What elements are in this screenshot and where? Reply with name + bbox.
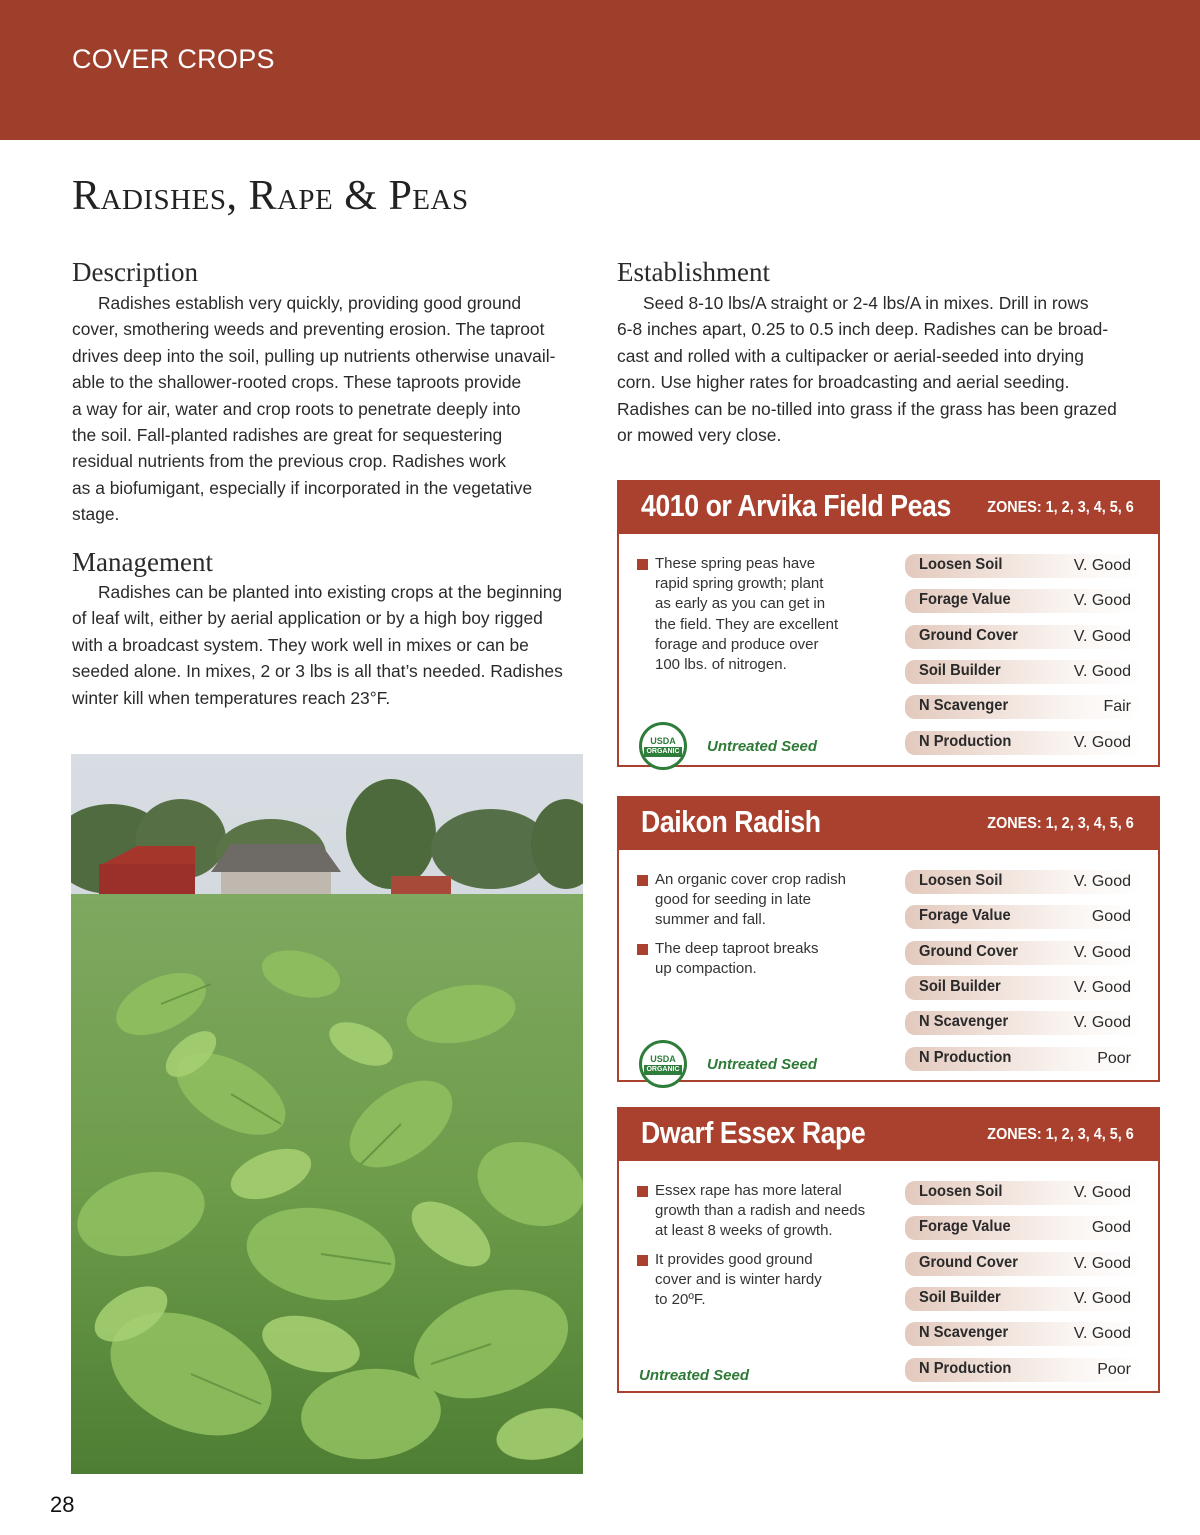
bullet-item	[637, 939, 877, 979]
bullet-line: The deep taproot breaks	[655, 939, 819, 957]
rating-value: Fair	[1103, 698, 1131, 716]
rating-row	[905, 1216, 1143, 1240]
card-zones: ZONES: 1, 2, 3, 4, 5, 6	[987, 815, 1134, 832]
rating-label: N Production	[919, 1359, 1012, 1377]
rating-row	[905, 554, 1143, 578]
body-line: Radishes can be no-tilled into grass if the grass has been grazed	[617, 398, 1117, 419]
rating-label: Loosen Soil	[919, 872, 1003, 889]
usda-seal-bottom: ORGANIC	[646, 1065, 680, 1073]
bullet-line: rapid spring growth; plant	[655, 575, 824, 593]
bullet-line: summer and fall.	[655, 911, 766, 929]
header-banner	[0, 0, 1200, 140]
body-line: drives deep into the soil, pulling up nutrients otherwise unavail-	[72, 345, 556, 366]
bullet-square-icon	[637, 1255, 648, 1266]
body-line: seeded alone. In mixes, 2 or 3 lbs is all that’s needed. Radishes	[72, 661, 563, 682]
rating-row	[905, 660, 1143, 684]
bullet-item	[637, 1181, 877, 1242]
rating-row	[905, 905, 1143, 929]
bullet-square-icon	[637, 559, 648, 570]
rating-row	[905, 695, 1143, 719]
product-card-daikon-radish	[617, 796, 1160, 1082]
rating-label: Loosen Soil	[919, 1183, 1003, 1200]
bullet-item	[637, 554, 877, 675]
rating-row	[905, 1358, 1143, 1382]
bullet-line: good for seeding in late	[655, 891, 811, 909]
body-line: or mowed very close.	[617, 425, 782, 446]
body-line: cover, smothering weeds and preventing erosion. The taproot	[72, 319, 545, 340]
rating-value: V. Good	[1073, 978, 1131, 996]
body-line: Seed 8-10 lbs/A straight or 2-4 lbs/A in mixes. Drill in rows	[643, 293, 1089, 313]
rating-value: V. Good	[1073, 592, 1131, 610]
bullet-line: 100 lbs. of nitrogen.	[655, 656, 787, 674]
body-line: the soil. Fall-planted radishes are great for sequestering	[72, 425, 503, 446]
bullet-line: the field. They are excellent	[655, 615, 839, 633]
rating-value: V. Good	[1073, 733, 1131, 751]
section-label: COVER CROPS	[72, 44, 275, 74]
rating-row	[905, 589, 1143, 613]
rating-value: V. Good	[1073, 1289, 1131, 1307]
rating-row	[905, 1287, 1143, 1311]
body-line: as a biofumigant, especially if incorporated in the vegetative	[72, 477, 533, 498]
rating-row	[905, 1322, 1143, 1346]
bullet-line: Essex rape has more lateral	[655, 1182, 842, 1199]
rating-label: N Scavenger	[919, 697, 1009, 715]
rating-label: N Scavenger	[919, 1324, 1009, 1342]
rating-label: Soil Builder	[919, 1288, 1001, 1306]
description-body	[72, 290, 592, 528]
card-zones: ZONES: 1, 2, 3, 4, 5, 6	[987, 499, 1134, 516]
product-card-field-peas	[617, 480, 1160, 767]
rating-label: Soil Builder	[919, 661, 1001, 679]
management-heading: Management	[72, 547, 213, 577]
usda-organic-seal	[639, 722, 687, 770]
body-line: corn. Use higher rates for broadcasting and aerial seeding.	[617, 372, 1070, 393]
bullet-line: growth than a radish and needs	[655, 1202, 866, 1220]
rating-row	[905, 731, 1143, 755]
rating-value: V. Good	[1073, 1184, 1131, 1201]
body-line: a way for air, water and crop roots to penetrate deeply into	[72, 398, 521, 419]
rating-row	[905, 941, 1143, 965]
rating-label: Soil Builder	[919, 977, 1001, 995]
card-header	[619, 1109, 1158, 1161]
card-title: Daikon Radish	[641, 804, 821, 839]
rating-value: V. Good	[1073, 873, 1131, 890]
product-card-dwarf-essex-rape	[617, 1107, 1160, 1393]
rating-row	[905, 870, 1143, 894]
bullet-line: to 20ºF.	[655, 1291, 706, 1309]
bullet-square-icon	[637, 875, 648, 886]
establishment-heading: Establishment	[617, 257, 770, 287]
usda-seal-bottom: ORGANIC	[646, 747, 680, 755]
rating-value: Good	[1091, 1219, 1131, 1237]
bullet-line: An organic cover crop radish	[655, 871, 846, 888]
rating-value: Poor	[1097, 1049, 1131, 1067]
description-heading: Description	[72, 257, 198, 287]
bullet-line: forage and produce over	[655, 635, 819, 653]
usda-organic-seal	[639, 1040, 687, 1088]
bullet-line: up compaction.	[655, 959, 757, 977]
rating-row	[905, 1047, 1143, 1071]
body-line: with a broadcast system. They work well in mixes or can be	[72, 634, 529, 655]
untreated-seed-label: Untreated Seed	[639, 1367, 750, 1384]
rating-label: Ground Cover	[919, 942, 1018, 960]
body-line: residual nutrients from the previous crop. Radishes work	[72, 451, 506, 472]
bullet-line: These spring peas have	[655, 555, 816, 572]
rating-row	[905, 1252, 1143, 1276]
body-line: Radishes can be planted into existing crops at the beginning	[98, 582, 563, 602]
card-header	[619, 798, 1158, 850]
bullet-square-icon	[637, 1186, 648, 1197]
rating-value: V. Good	[1073, 627, 1131, 645]
rating-label: Loosen Soil	[919, 556, 1003, 573]
body-line: Radishes establish very quickly, providing good ground	[98, 293, 522, 313]
rating-value: Poor	[1097, 1360, 1131, 1378]
page-number: 28	[50, 1492, 75, 1517]
rating-value: V. Good	[1073, 1014, 1131, 1032]
rating-value: V. Good	[1073, 662, 1131, 680]
rating-label: Forage Value	[919, 1218, 1011, 1236]
usda-seal-top: USDA	[650, 735, 676, 746]
body-line: of leaf wilt, either by aerial application or by a high boy rigged	[72, 608, 543, 629]
bullet-item	[637, 1250, 877, 1311]
body-line: 6-8 inches apart, 0.25 to 0.5 inch deep. Radishes can be broad-	[617, 319, 1109, 340]
seed-note-row	[639, 1367, 749, 1384]
body-line: winter kill when temperatures reach 23°F.	[72, 687, 391, 708]
rating-label: Forage Value	[919, 907, 1011, 925]
seed-note-row	[639, 1040, 817, 1088]
usda-seal-top: USDA	[650, 1053, 676, 1064]
card-title: 4010 or Arvika Field Peas	[641, 488, 951, 523]
card-zones: ZONES: 1, 2, 3, 4, 5, 6	[987, 1126, 1134, 1143]
bullet-line: cover and is winter hardy	[655, 1270, 822, 1288]
rating-value: V. Good	[1073, 1325, 1131, 1343]
rating-row	[905, 976, 1143, 1000]
page-title: Radishes, Rape & Peas	[72, 173, 469, 219]
card-bullets	[637, 554, 877, 683]
rating-label: N Production	[919, 1048, 1012, 1066]
card-bullets	[637, 1181, 877, 1318]
rating-label: N Scavenger	[919, 1013, 1009, 1031]
body-line: cast and rolled with a cultipacker or aerial-seeded into drying	[617, 345, 1084, 366]
untreated-seed-label: Untreated Seed	[707, 1055, 818, 1073]
seed-note-row	[639, 722, 817, 770]
bullet-line: It provides good ground	[655, 1250, 813, 1268]
bullet-line: as early as you can get in	[655, 595, 826, 613]
rating-label: Ground Cover	[919, 626, 1018, 644]
body-line: able to the shallower-rooted crops. These taproots provide	[72, 372, 522, 393]
untreated-seed-label: Untreated Seed	[707, 737, 818, 755]
body-line: stage.	[72, 504, 120, 525]
bullet-item	[637, 870, 877, 931]
bullet-square-icon	[637, 944, 648, 955]
bullet-line: at least 8 weeks of growth.	[655, 1222, 833, 1240]
rating-label: Forage Value	[919, 591, 1011, 609]
rating-value: Good	[1091, 908, 1131, 926]
rating-label: Ground Cover	[919, 1253, 1018, 1271]
establishment-body	[617, 290, 1157, 448]
rating-label: N Production	[919, 732, 1012, 750]
rating-value: V. Good	[1073, 1254, 1131, 1272]
rating-value: V. Good	[1073, 943, 1131, 961]
rating-row	[905, 1011, 1143, 1035]
rating-row	[905, 625, 1143, 649]
management-body	[72, 579, 592, 711]
rating-row	[905, 1181, 1143, 1205]
card-title: Dwarf Essex Rape	[641, 1115, 866, 1150]
crop-field-photo	[71, 754, 583, 1474]
card-bullets	[637, 870, 877, 987]
rating-value: V. Good	[1073, 557, 1131, 574]
card-header	[619, 482, 1158, 534]
